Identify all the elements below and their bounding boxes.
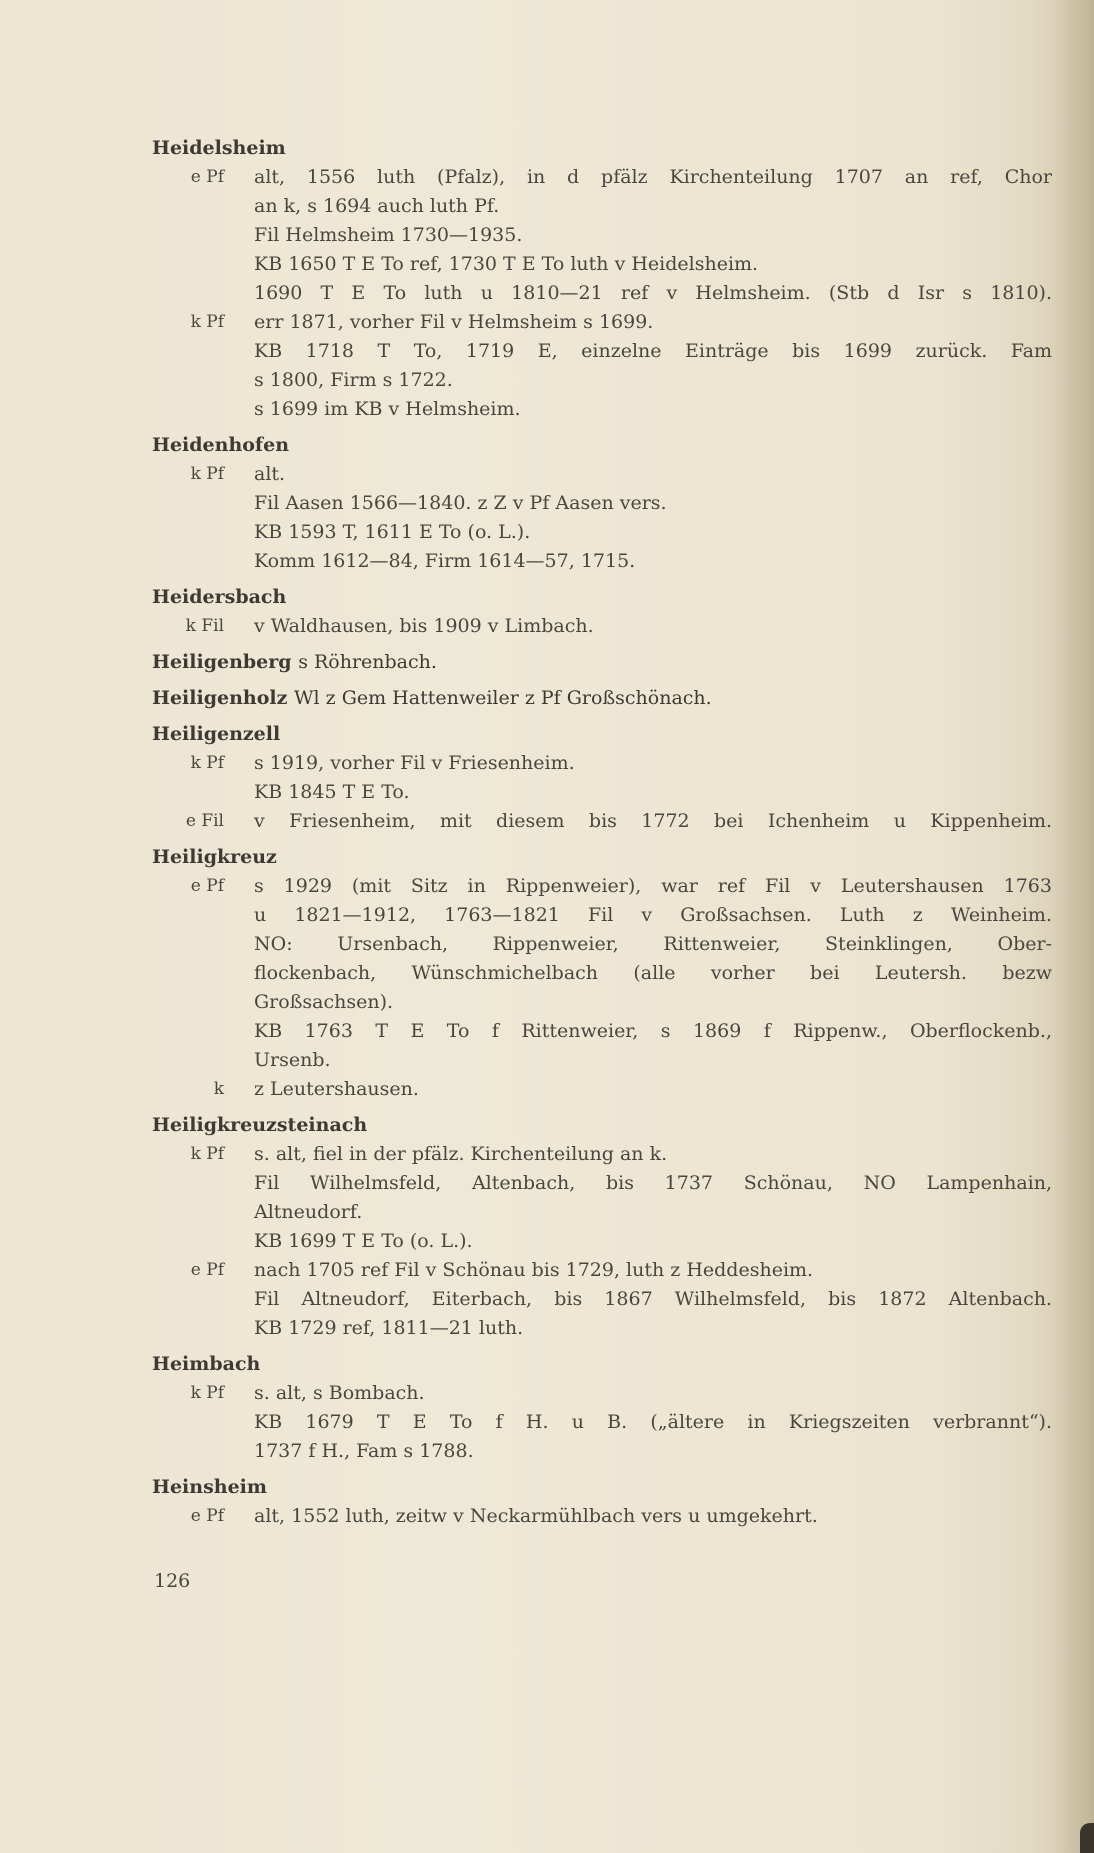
parish-text bbox=[254, 749, 1052, 807]
gazetteer-entry bbox=[152, 134, 1052, 424]
parish-block bbox=[152, 1075, 1052, 1104]
entry-heading bbox=[152, 843, 1052, 872]
denomination-label: e Pf bbox=[190, 1506, 224, 1526]
gazetteer-entry bbox=[152, 431, 1052, 576]
text-line: KB 1845 T E To. bbox=[254, 781, 410, 803]
gazetteer-entry bbox=[152, 843, 1052, 1104]
denomination-label: e Fil bbox=[185, 811, 224, 831]
parish-text bbox=[254, 612, 1052, 641]
page-edge-shadow bbox=[1054, 0, 1094, 1853]
gazetteer-entry bbox=[152, 583, 1052, 641]
text-line: s 1929 (mit Sitz in Rippenweier), war ref Fil v Leutershausen 1763 bbox=[254, 875, 1052, 897]
text-line: alt. bbox=[254, 463, 286, 485]
parish-block bbox=[152, 1379, 1052, 1466]
denomination-label: e Pf bbox=[190, 1260, 224, 1280]
entry-heading bbox=[152, 1473, 1052, 1502]
parish-block bbox=[152, 460, 1052, 576]
parish-text bbox=[254, 460, 1052, 576]
place-name: Heiligkreuz bbox=[152, 846, 277, 868]
parish-block bbox=[152, 1256, 1052, 1343]
parish-text bbox=[254, 1075, 1052, 1104]
entry-heading bbox=[152, 1350, 1052, 1379]
place-name: Heidenhofen bbox=[152, 434, 290, 456]
denomination-label: e Pf bbox=[190, 167, 224, 187]
denomination-label: k Pf bbox=[190, 1383, 224, 1403]
page-corner-mark bbox=[1080, 1823, 1094, 1853]
place-name: Heimbach bbox=[152, 1353, 261, 1375]
inline-reference: Wl z Gem Hattenweiler z Pf Großschönach. bbox=[294, 687, 712, 709]
place-name: Heidelsheim bbox=[152, 137, 286, 159]
text-line: 1737 f H., Fam s 1788. bbox=[254, 1440, 474, 1462]
gazetteer-entry bbox=[152, 1111, 1052, 1343]
text-line: KB 1763 T E To f Rittenweier, s 1869 f Rippenw., Oberflockenb., bbox=[254, 1020, 1052, 1042]
parish-block bbox=[152, 612, 1052, 641]
page-number: 126 bbox=[154, 1570, 191, 1592]
entry-heading bbox=[152, 1111, 1052, 1140]
gazetteer-entry bbox=[152, 684, 1052, 713]
entry-heading bbox=[152, 134, 1052, 163]
text-line: Fil Wilhelmsfeld, Altenbach, bis 1737 Schönau, NO Lampenhain, bbox=[254, 1172, 1052, 1194]
parish-text bbox=[254, 872, 1052, 1075]
text-line: v Waldhausen, bis 1909 v Limbach. bbox=[254, 615, 594, 637]
place-name: Heiligenberg bbox=[152, 651, 292, 673]
parish-block bbox=[152, 1140, 1052, 1256]
text-line: Komm 1612—84, Firm 1614—57, 1715. bbox=[254, 550, 636, 572]
entry-heading bbox=[152, 583, 1052, 612]
parish-text bbox=[254, 1379, 1052, 1466]
text-line: KB 1650 T E To ref, 1730 T E To luth v Heidelsheim. bbox=[254, 253, 759, 275]
text-line: KB 1679 T E To f H. u B. („ältere in Kriegszeiten verbrannt“). bbox=[254, 1411, 1052, 1433]
text-line: s. alt, s Bombach. bbox=[254, 1382, 425, 1404]
entry-heading bbox=[152, 431, 1052, 460]
entry-heading bbox=[152, 720, 1052, 749]
text-line: KB 1699 T E To (o. L.). bbox=[254, 1230, 473, 1252]
gazetteer-entry bbox=[152, 1350, 1052, 1466]
text-line: u 1821—1912, 1763—1821 Fil v Großsachsen. Luth z Weinheim. bbox=[254, 904, 1052, 926]
text-line: s 1699 im KB v Helmsheim. bbox=[254, 398, 521, 420]
place-name: Heinsheim bbox=[152, 1476, 267, 1498]
place-name: Heidersbach bbox=[152, 586, 287, 608]
entry-heading bbox=[152, 684, 1052, 713]
text-line: Fil Helmsheim 1730—1935. bbox=[254, 224, 523, 246]
text-line: NO: Ursenbach, Rippenweier, Rittenweier, Steinklingen, Ober- bbox=[254, 933, 1052, 955]
text-line: KB 1729 ref, 1811—21 luth. bbox=[254, 1317, 524, 1339]
document-page bbox=[152, 134, 1052, 1531]
parish-text bbox=[254, 1256, 1052, 1343]
parish-block bbox=[152, 308, 1052, 424]
denomination-label: k Pf bbox=[190, 1144, 224, 1164]
text-line: s. alt, fiel in der pfälz. Kirchenteilung an k. bbox=[254, 1143, 668, 1165]
text-line: Großsachsen). bbox=[254, 991, 394, 1013]
text-line: s 1919, vorher Fil v Friesenheim. bbox=[254, 752, 575, 774]
parish-text bbox=[254, 1140, 1052, 1256]
place-name: Heiligenholz bbox=[152, 687, 288, 709]
parish-block bbox=[152, 872, 1052, 1075]
denomination-label: k Pf bbox=[190, 753, 224, 773]
gazetteer-entry bbox=[152, 648, 1052, 677]
text-line: KB 1718 T To, 1719 E, einzelne Einträge bis 1699 zurück. Fam bbox=[254, 340, 1052, 362]
text-line: v Friesenheim, mit diesem bis 1772 bei Ichenheim u Kippenheim. bbox=[254, 810, 1052, 832]
text-line: nach 1705 ref Fil v Schönau bis 1729, luth z Heddesheim. bbox=[254, 1259, 814, 1281]
parish-block bbox=[152, 1502, 1052, 1531]
denomination-label: k bbox=[213, 1079, 224, 1099]
text-line: 1690 T E To luth u 1810—21 ref v Helmsheim. (Stb d Isr s 1810). bbox=[254, 282, 1052, 304]
text-line: an k, s 1694 auch luth Pf. bbox=[254, 195, 500, 217]
text-line: Altneudorf. bbox=[254, 1201, 363, 1223]
text-line: KB 1593 T, 1611 E To (o. L.). bbox=[254, 521, 531, 543]
parish-block bbox=[152, 749, 1052, 807]
denomination-label: e Pf bbox=[190, 876, 224, 896]
text-line: err 1871, vorher Fil v Helmsheim s 1699. bbox=[254, 311, 654, 333]
place-name: Heiligenzell bbox=[152, 723, 281, 745]
text-line: alt, 1556 luth (Pfalz), in d pfälz Kirchenteilung 1707 an ref, Chor bbox=[254, 166, 1052, 188]
text-line: Fil Altneudorf, Eiterbach, bis 1867 Wilhelmsfeld, bis 1872 Altenbach. bbox=[254, 1288, 1052, 1310]
entry-heading bbox=[152, 648, 1052, 677]
place-name: Heiligkreuzsteinach bbox=[152, 1114, 368, 1136]
inline-reference: s Röhrenbach. bbox=[298, 651, 437, 673]
text-line: flockenbach, Wünschmichelbach (alle vorher bei Leutersh. bezw bbox=[254, 962, 1052, 984]
text-line: z Leutershausen. bbox=[254, 1078, 419, 1100]
gazetteer-entry bbox=[152, 1473, 1052, 1531]
text-line: s 1800, Firm s 1722. bbox=[254, 369, 453, 391]
denomination-label: k Pf bbox=[190, 312, 224, 332]
denomination-label: k Pf bbox=[190, 464, 224, 484]
text-line: Ursenb. bbox=[254, 1049, 331, 1071]
parish-text bbox=[254, 1502, 1052, 1531]
parish-block bbox=[152, 163, 1052, 308]
parish-text bbox=[254, 308, 1052, 424]
parish-block bbox=[152, 807, 1052, 836]
gazetteer-entry bbox=[152, 720, 1052, 836]
parish-text bbox=[254, 807, 1052, 836]
parish-text bbox=[254, 163, 1052, 308]
text-line: Fil Aasen 1566—1840. z Z v Pf Aasen vers. bbox=[254, 492, 667, 514]
text-line: alt, 1552 luth, zeitw v Neckarmühlbach vers u umgekehrt. bbox=[254, 1505, 818, 1527]
denomination-label: k Fil bbox=[185, 616, 224, 636]
